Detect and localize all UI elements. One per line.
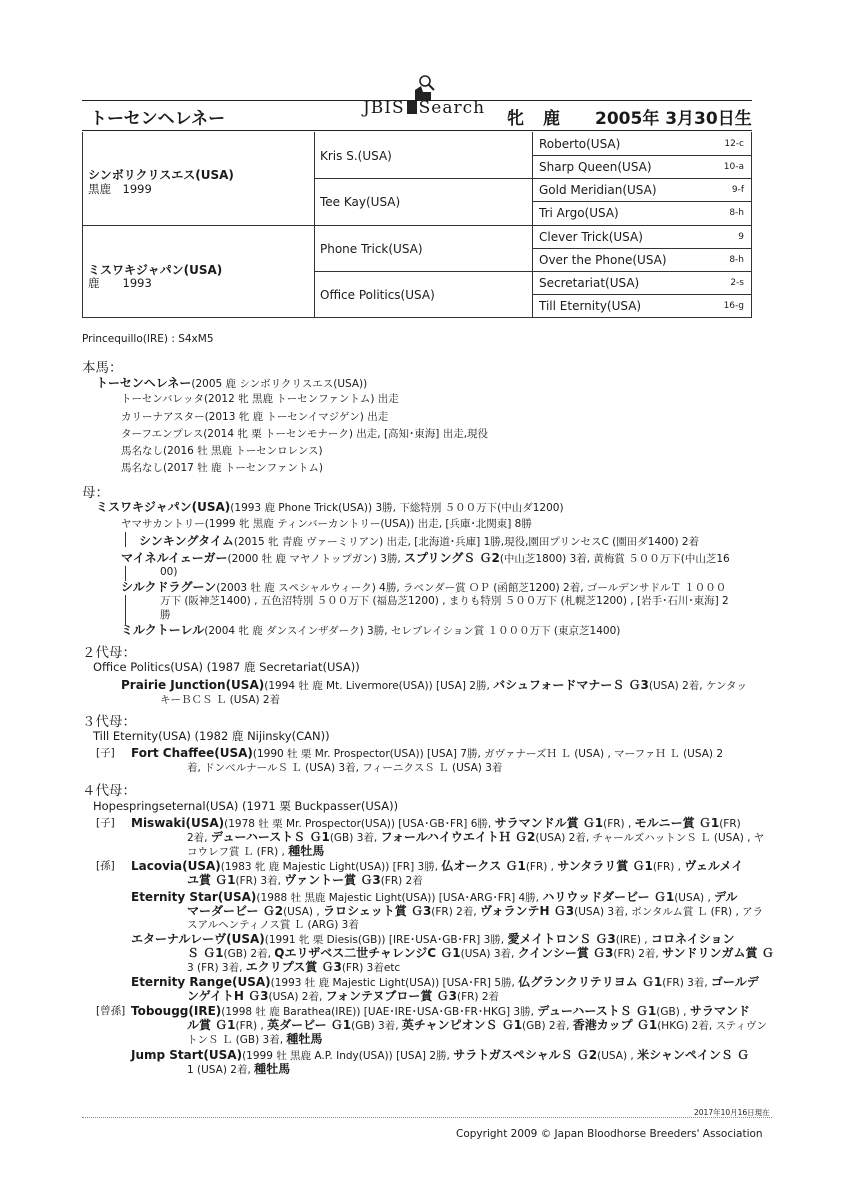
relation-tag: [孫] <box>96 860 115 872</box>
relative-entry-cont: Ｓ Ｇ1(GB) 2着, Qエリザベス二世チャレンジC Ｇ1(USA) 3着, クインシー賞 Ｇ3(FR) 2着, サンドリンガム賞 Ｇ <box>187 946 774 960</box>
g3-ancestor: Secretariat(USA) <box>539 276 640 290</box>
header-bottom-rule <box>82 130 752 131</box>
horse-sex: 牝 <box>507 109 524 129</box>
g3-ancestor: Sharp Queen(USA) <box>539 160 652 174</box>
sibling-entry-cont: 00) <box>160 566 178 578</box>
g3-ancestor: Gold Meridian(USA) <box>539 183 657 197</box>
relative-entry: Eternity Range(USA)(1993 牡 鹿 Majestic Light(USA)) [USA･FR] 5勝, 仏グランクリテリヨム Ｇ1(FR) 3着, ゴールデ <box>131 975 759 989</box>
g3-ancestor: Till Eternity(USA) <box>539 299 642 313</box>
relative-entry: エターナルレーヴ(USA)(1991 牝 栗 Diesis(GB)) [IRE･USA･GB･FR] 3勝, 愛メイトロンＳ Ｇ3(IRE) , コロネイション <box>131 932 735 946</box>
relative-entry-cont: マーダービー Ｇ2(USA) , ラロシェット賞 Ｇ3(FR) 2着, ヴォランテH Ｇ3(USA) 3着, ボンタルム賞 Ｌ (FR) , アラ <box>187 904 764 918</box>
horse-name: トーセンヘレネー <box>90 109 226 129</box>
relative-entry-cont: 3 (FR) 3着, エクリプス賞 Ｇ3(FR) 3着etc <box>187 960 401 974</box>
g3-ancestor: Over the Phone(USA) <box>539 253 667 267</box>
horse-birthdate: 2005年 3月30日生 <box>595 109 752 129</box>
relative-entry-cont: トンＳ Ｌ (GB) 3着, 種牡馬 <box>187 1032 323 1046</box>
relative-entry: Prairie Junction(USA)(1994 牡 鹿 Mt. Livermore(USA)) [USA] 2勝, バシュフォードマナーＳ Ｇ3(USA) 2着, ケンタッ <box>121 678 748 692</box>
family-code: 9 <box>738 232 744 242</box>
sire-info: 黒鹿 1999 <box>88 182 152 196</box>
relation-tag: [曾孫] <box>96 1005 126 1017</box>
sire-sire: Kris S.(USA) <box>320 149 392 163</box>
sire-name: シンボリクリスエス(USA) <box>88 168 234 182</box>
offspring-entry: ターフエンプレス(2014 牝 栗 トーセンモナーク) 出走, [高知･東海] 出走,現役 <box>121 428 489 440</box>
tree-bar <box>125 595 126 625</box>
relation-tag: [子] <box>96 817 115 829</box>
dam-info: 鹿 1993 <box>88 276 152 290</box>
relative-entry-cont: 1 (USA) 2着, 種牡馬 <box>187 1062 291 1076</box>
footer-rule <box>82 1117 772 1118</box>
tree-bar <box>125 566 126 581</box>
family-code: 9-f <box>731 185 744 195</box>
offspring-entry: カリーナアスター(2013 牝 鹿 トーセンイマジゲン) 出走 <box>121 411 389 423</box>
header-top-rule <box>82 100 752 101</box>
relative-entry-cont: ユ賞 Ｇ1(FR) 3着, ヴァントー賞 Ｇ3(FR) 2着 <box>187 873 423 887</box>
second-dam-entry: Office Politics(USA) (1987 鹿 Secretariat(USA)) <box>93 660 360 674</box>
relative-entry: Miswaki(USA)(1978 牡 栗 Mr. Prospector(USA)) [USA･GB･FR] 6勝, サラマンドル賞 Ｇ1(FR) , モルニー賞 Ｇ1(FR) <box>131 816 741 830</box>
section-fourth-dam: ４代母： <box>82 783 136 799</box>
g3-ancestor: Clever Trick(USA) <box>539 230 643 244</box>
dam-name: ミスワキジャパン(USA) <box>88 263 223 277</box>
horse-color: 鹿 <box>543 109 560 129</box>
section-third-dam: ３代母： <box>82 714 136 730</box>
sibling-entry-cont: 万下 (阪神芝1400) , 五色沼特別 ５００万下 (福島芝1200) , まりも特別 ５００万下 (札幌芝1200) , [岩手･石川･東海] 2 <box>160 595 729 607</box>
sire-dam: Tee Kay(USA) <box>320 195 401 209</box>
dam-dam: Office Politics(USA) <box>320 288 435 302</box>
sibling-entry: シルクドラグーン(2003 牡 鹿 スペシャルウィーク) 4勝, ラベンダー賞 ＯＰ (函館芝1200) 2着, ゴールデンサドルＴ １０００ <box>121 580 727 594</box>
g3-ancestor: Tri Argo(USA) <box>539 206 619 220</box>
relative-entry-cont: 着, ドンベルナールＳ Ｌ (USA) 3着, フィーニクスＳ Ｌ (USA) 3着 <box>187 762 503 774</box>
offspring-entry: 馬名なし(2017 牡 鹿 トーセンファントム) <box>121 462 324 474</box>
section-dam: 母： <box>82 485 109 501</box>
offspring-entry: トーセンバレッタ(2012 牝 黒鹿 トーセンファントム) 出走 <box>121 393 399 405</box>
tree-bar <box>125 532 126 547</box>
relative-entry-cont: ンゲイトH Ｇ3(USA) 2着, フォンテヌブロー賞 Ｇ3(FR) 2着 <box>187 989 500 1003</box>
dam-entry: ミスワキジャパン(USA)(1993 鹿 Phone Trick(USA)) 3勝, 下総特別 ５００万下(中山ダ1200) <box>96 500 564 514</box>
third-dam-entry: Till Eternity(USA) (1982 鹿 Nijinsky(CAN)) <box>93 729 330 743</box>
relative-entry: Lacovia(USA)(1983 牝 鹿 Majestic Light(USA)) [FR] 3勝, 仏オークス Ｇ1(FR) , サンタラリ賞 Ｇ1(FR) , ヴェルメイ <box>131 859 744 873</box>
pedigree-table <box>82 132 752 318</box>
relative-entry-cont: キーＢＣＳ Ｌ (USA) 2着 <box>160 694 281 706</box>
updated-date: 2017年10月16日現在 <box>694 1108 770 1117</box>
inbreeding-note: Princequillo(IRE) : S4xM5 <box>82 333 214 345</box>
sibling-progeny-entry: シンキングタイム(2015 牝 青鹿 ヴァーミリアン) 出走, [北海道･兵庫] 1勝,現役,園田プリンセスC (園田ダ1400) 2着 <box>139 534 700 548</box>
dam-sire: Phone Trick(USA) <box>320 242 423 256</box>
offspring-entry: 馬名なし(2016 牡 黒鹿 トーセンロレンス) <box>121 445 323 457</box>
relative-entry: Jump Start(USA)(1999 牡 黒鹿 A.P. Indy(USA)) [USA] 2勝, サラトガスペシャルＳ Ｇ2(USA) , 米シャンペインＳ Ｇ <box>131 1048 750 1062</box>
family-code: 12-c <box>724 139 744 149</box>
relative-entry-cont: スアルヘンティノス賞 Ｌ (ARG) 3着 <box>187 919 359 931</box>
family-code: 8-h <box>729 255 744 265</box>
section-self: 本馬： <box>82 360 123 376</box>
family-code: 2-s <box>730 278 744 288</box>
logo-text: JBIS Search <box>362 98 486 118</box>
copyright: Copyright 2009 © Japan Bloodhorse Breeders' Association <box>456 1128 763 1140</box>
g3-ancestor: Roberto(USA) <box>539 137 621 151</box>
family-code: 16-g <box>723 301 744 311</box>
family-code: 8-h <box>729 208 744 218</box>
relative-entry-cont: 2着, デューハーストＳ Ｇ1(GB) 3着, フォールハイウエイトＨ Ｇ2(USA) 2着, チャールズハットンＳ Ｌ (USA) , ヤ <box>187 830 765 844</box>
sibling-entry: ミルクトーレル(2004 牝 鹿 ダンスインザダーク) 3勝, セレブレイション賞 １０００万下 (東京芝1400) <box>121 623 621 637</box>
relative-entry: Tobougg(IRE)(1998 牡 鹿 Barathea(IRE)) [UAE･IRE･USA･GB･FR･HKG] 3勝, デューハーストＳ Ｇ1(GB) , サラマンド <box>131 1004 750 1018</box>
section-second-dam: ２代母： <box>82 645 136 661</box>
relative-entry: Fort Chaffee(USA)(1990 牡 栗 Mr. Prospector(USA)) [USA] 7勝, ガヴァナーズＨ Ｌ (USA) , マーファＨ Ｌ (USA) 2 <box>131 746 724 760</box>
relative-entry-cont: コウレフ賞 Ｌ (FR) , 種牡馬 <box>187 844 325 858</box>
relation-tag: [子] <box>96 747 115 759</box>
sibling-entry: マイネルイェーガー(2000 牡 鹿 マヤノトップガン) 3勝, スプリングＳ Ｇ2(中山芝1800) 3着, 黄梅賞 ５００万下(中山芝16 <box>121 551 730 565</box>
sibling-entry: ヤマサカントリー(1999 牝 黒鹿 ティンバーカントリー(USA)) 出走, [兵庫･北関東] 8勝 <box>121 518 532 530</box>
family-code: 10-a <box>723 162 744 172</box>
relative-entry-cont: ル賞 Ｇ1(FR) , 英ダービー Ｇ1(GB) 3着, 英チャンピオンＳ Ｇ1(GB) 2着, 香港カップ Ｇ1(HKG) 2着, スティヴン <box>187 1018 767 1032</box>
relative-entry: Eternity Star(USA)(1988 牡 黒鹿 Majestic Light(USA)) [USA･ARG･FR] 4勝, ハリウッドダービー Ｇ1(USA) , デル <box>131 890 738 904</box>
fourth-dam-entry: Hopespringseternal(USA) (1971 栗 Buckpasser(USA)) <box>93 799 399 813</box>
jbis-logo <box>0 36 848 118</box>
sibling-entry-cont: 勝 <box>160 609 171 621</box>
self-entry: トーセンヘレネー(2005 鹿 シンボリクリスエス(USA)) <box>96 376 368 390</box>
